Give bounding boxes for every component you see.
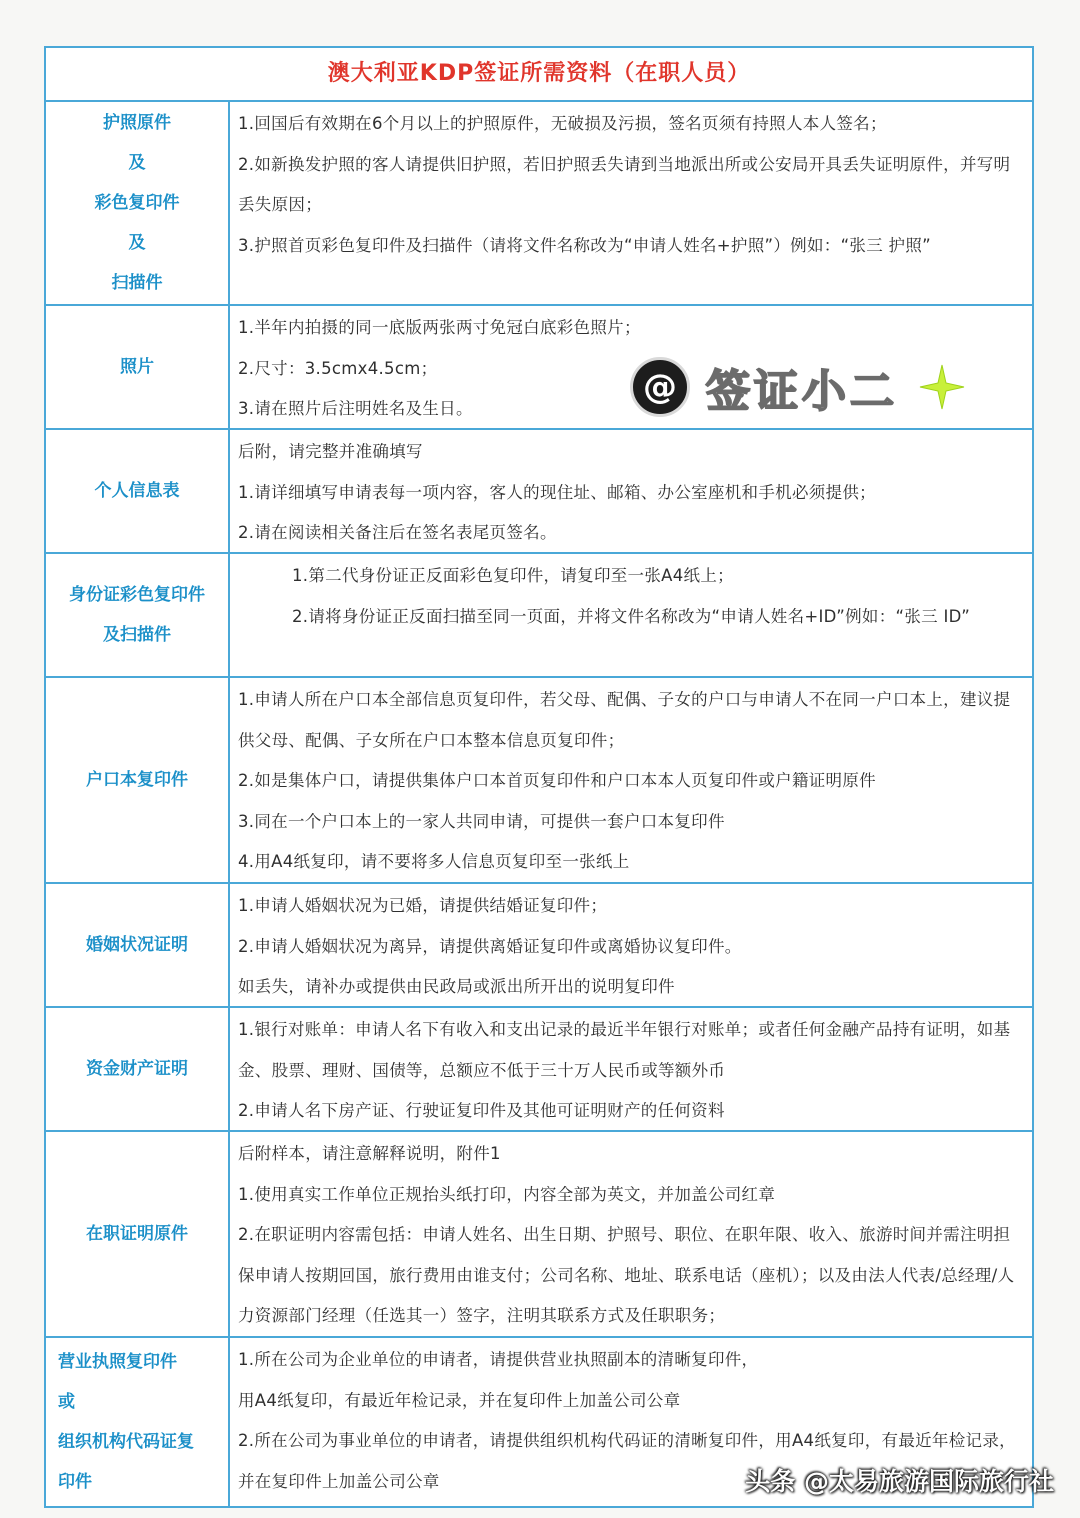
content-line: 2.如是集体户口，请提供集体户口本首页复印件和户口本本人页复印件或户籍证明原件 (238, 771, 876, 790)
row-content (230, 102, 1032, 304)
row-label (46, 1132, 230, 1336)
content-line: 用A4纸复印，有最近年检记录，并在复印件上加盖公司公章 (238, 1390, 681, 1410)
row-label (46, 102, 230, 304)
row-content (230, 430, 1032, 552)
table-row (46, 430, 1032, 554)
content-line: 2.如新换发护照的客人请提供旧护照，若旧护照丢失请到当地派出所或公安局开具丢失证明原件，并写明丢失原因； (238, 154, 1011, 214)
table-row (46, 1008, 1032, 1132)
row-content (230, 1132, 1032, 1336)
visa-requirements-table (44, 46, 1034, 1508)
label-line: 护照原件 (103, 113, 171, 133)
row-label (46, 884, 230, 1006)
content-line: 2.请将身份证正反面扫描至同一页面，并将文件名称改为“申请人姓名+ID”例如：“张三 ID” (292, 606, 971, 626)
row-label (46, 306, 230, 428)
content-line: 2.在职证明内容需包括：申请人姓名、出生日期、护照号、职位、在职年限、收入、旅游时间并需注明担保申请人按期回国，旅行费用由谁支付；公司名称、地址、联系电话（座机）；以及由法人代表/总经理/人力资源部门经理（任选其一）签字，注明其联系方式及任职职务； (238, 1225, 1015, 1325)
row-label (46, 554, 230, 676)
table-row (46, 678, 1032, 884)
label-line: 组织机构代码证复 (58, 1432, 194, 1452)
content-line: 1.银行对账单：申请人名下有收入和支出记录的最近半年银行对账单；或者任何金融产品持有证明，如基金、股票、理财、国债等，总额应不低于三十万人民币或等额外币 (238, 1020, 1011, 1080)
label-line: 个人信息表 (94, 481, 180, 501)
label-line: 及 (128, 153, 146, 173)
content-line: 2.请在阅读相关备注后在签名表尾页签名。 (238, 523, 557, 542)
row-content (230, 1008, 1032, 1130)
row-label (46, 678, 230, 882)
label-line: 印件 (58, 1472, 92, 1492)
content-line: 如丢失，请补办或提供由民政局或派出所开出的说明复印件 (238, 977, 675, 996)
content-line: 4.用A4纸复印，请不要将多人信息页复印至一张纸上 (238, 852, 630, 871)
content-line: 2.申请人名下房产证、行驶证复印件及其他可证明财产的任何资料 (238, 1101, 725, 1120)
content-line: 1.请详细填写申请表每一项内容，客人的现住址、邮箱、办公室座机和手机必须提供； (238, 482, 876, 502)
content-line: 1.所在公司为企业单位的申请者，请提供营业执照副本的清晰复印件， (238, 1350, 759, 1369)
row-content (230, 554, 1032, 676)
watermark-text: 签证小二 (706, 366, 898, 417)
watermark-stamp (630, 355, 966, 419)
content-line: 后附样本，请注意解释说明，附件1 (238, 1144, 501, 1163)
content-line: 2.尺寸：3.5cmx4.5cm； (238, 358, 438, 378)
label-line: 在职证明原件 (86, 1224, 188, 1244)
label-line: 营业执照复印件 (58, 1352, 177, 1372)
content-line: 3.请在照片后注明姓名及生日。 (238, 399, 473, 418)
row-label (46, 1008, 230, 1130)
table-row (46, 554, 1032, 678)
content-line: 2.申请人婚姻状况为离异，请提供离婚证复印件或离婚协议复印件。 (238, 936, 742, 956)
content-line: 1.申请人婚姻状况为已婚，请提供结婚证复印件； (238, 896, 608, 915)
content-line: 3.护照首页彩色复印件及扫描件（请将文件名称改为“申请人姓名+护照”）例如：“张三 护照” (238, 235, 932, 255)
sparkle-icon (918, 363, 966, 411)
footer-watermark: 头条 @太易旅游国际旅行社 (745, 1467, 1054, 1496)
table-row (46, 884, 1032, 1008)
label-line: 扫描件 (111, 273, 163, 293)
content-line: 3.同在一个户口本上的一家人共同申请，可提供一套户口本复印件 (238, 811, 725, 831)
label-line: 户口本复印件 (86, 770, 188, 790)
row-content (230, 678, 1032, 882)
label-line: 资金财产证明 (86, 1059, 188, 1079)
content-line: 1.第二代身份证正反面彩色复印件，请复印至一张A4纸上； (292, 566, 734, 585)
content-line: 1.半年内拍摄的同一底版两张两寸免冠白底彩色照片； (238, 318, 641, 337)
content-line: 1.回国后有效期在6个月以上的护照原件，无破损及污损，签名页须有持照人本人签名； (238, 114, 887, 133)
label-line: 身份证彩色复印件 (69, 585, 205, 605)
row-label (46, 430, 230, 552)
label-line: 彩色复印件 (94, 193, 180, 213)
label-line: 或 (58, 1392, 75, 1412)
content-line: 2.所在公司为事业单位的申请者，请提供组织机构代码证的清晰复印件，用A4纸复印，有最近年检记录，并在复印件上加盖公司公章 (238, 1431, 1016, 1491)
label-line: 及 (128, 233, 146, 253)
content-line: 后附，请完整并准确填写 (238, 442, 423, 461)
row-label (46, 1338, 230, 1506)
table-row (46, 102, 1032, 306)
label-line: 及扫描件 (103, 625, 171, 645)
content-line: 1.申请人所在户口本全部信息页复印件，若父母、配偶、子女的户口与申请人不在同一户口本上，建议提供父母、配偶、子女所在户口本整本信息页复印件； (238, 690, 1011, 750)
label-line: 照片 (120, 357, 154, 377)
row-content (230, 884, 1032, 1006)
label-line: 婚姻状况证明 (86, 935, 188, 955)
document-title: 澳大利亚KDP签证所需资料（在职人员） (46, 48, 1032, 102)
content-line: 1.使用真实工作单位正规抬头纸打印，内容全部为英文，并加盖公司红章 (238, 1184, 776, 1204)
table-row (46, 1132, 1032, 1338)
at-sign-icon: @ (630, 357, 690, 417)
